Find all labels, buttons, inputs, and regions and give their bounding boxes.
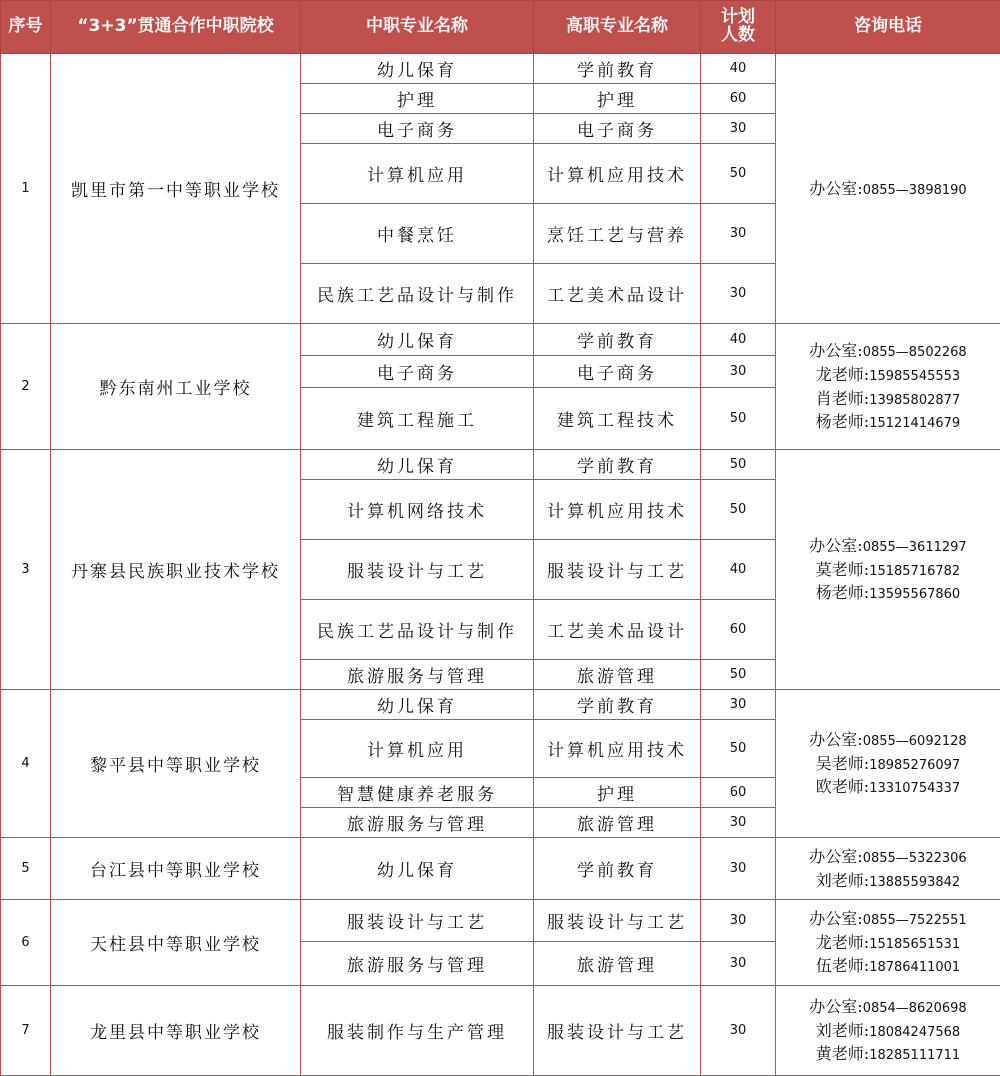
- table-row: [1, 54, 1000, 84]
- contact-phones: [776, 54, 1000, 324]
- plan-count: 30: [701, 264, 776, 324]
- mid-major-name: 服装设计与工艺: [301, 540, 534, 600]
- row-number: 5: [1, 838, 51, 900]
- contact-line: [776, 931, 1000, 955]
- mid-major-name: 民族工艺品设计与制作: [301, 600, 534, 660]
- school-name: 凯里市第一中等职业学校: [51, 54, 301, 324]
- contact-number: 15985545553: [869, 369, 960, 384]
- contact-label: 黄老师:: [816, 1044, 869, 1063]
- school-name: 龙里县中等职业学校: [51, 986, 301, 1076]
- school-name: 台江县中等职业学校: [51, 838, 301, 900]
- high-major-name: 建筑工程技术: [534, 388, 701, 450]
- contact-number: 0854—8620698: [863, 1001, 967, 1016]
- contact-line: [776, 845, 1000, 869]
- high-major-name: 电子商务: [534, 114, 701, 144]
- high-major-name: 计算机应用技术: [534, 480, 701, 540]
- plan-count: 30: [701, 690, 776, 720]
- mid-major-name: 民族工艺品设计与制作: [301, 264, 534, 324]
- mid-major-name: 护理: [301, 84, 534, 114]
- plan-count: 50: [701, 480, 776, 540]
- contact-label: 办公室:: [809, 909, 862, 928]
- contact-line: [776, 752, 1000, 776]
- contact-line: [776, 728, 1000, 752]
- mid-major-name: 服装设计与工艺: [301, 900, 534, 942]
- contact-label: 龙老师:: [816, 933, 869, 952]
- contact-label: 杨老师:: [816, 583, 869, 602]
- header-mid-major: 中职专业名称: [301, 1, 534, 54]
- mid-major-name: 计算机网络技术: [301, 480, 534, 540]
- high-major-name: 旅游管理: [534, 808, 701, 838]
- table-body: [1, 54, 1000, 1076]
- plan-count: 60: [701, 778, 776, 808]
- contact-number: 13885593842: [869, 875, 960, 890]
- plan-count: 50: [701, 144, 776, 204]
- contact-label: 吴老师:: [816, 754, 869, 773]
- mid-major-name: 计算机应用: [301, 720, 534, 778]
- mid-major-name: 幼儿保育: [301, 838, 534, 900]
- header-plan-line1: 计划: [721, 7, 755, 27]
- mid-major-name: 中餐烹饪: [301, 204, 534, 264]
- high-major-name: 服装设计与工艺: [534, 900, 701, 942]
- contact-line: [776, 410, 1000, 434]
- plan-count: 30: [701, 986, 776, 1076]
- table-row: [1, 690, 1000, 720]
- contact-phones: [776, 986, 1000, 1076]
- contact-number: 13595567860: [869, 587, 960, 602]
- row-number: 1: [1, 54, 51, 324]
- contact-phones: [776, 324, 1000, 450]
- high-major-name: 烹饪工艺与营养: [534, 204, 701, 264]
- mid-major-name: 幼儿保育: [301, 324, 534, 356]
- contact-number: 13985802877: [869, 393, 960, 408]
- contact-label: 刘老师:: [816, 1021, 869, 1040]
- mid-major-name: 建筑工程施工: [301, 388, 534, 450]
- contact-line: [776, 775, 1000, 799]
- mid-major-name: 旅游服务与管理: [301, 808, 534, 838]
- high-major-name: 旅游管理: [534, 942, 701, 986]
- contact-phones: [776, 690, 1000, 838]
- high-major-name: 服装设计与工艺: [534, 986, 701, 1076]
- school-name: 丹寨县民族职业技术学校: [51, 450, 301, 690]
- contact-line: [776, 869, 1000, 893]
- plan-count: 50: [701, 388, 776, 450]
- mid-major-name: 幼儿保育: [301, 450, 534, 480]
- contact-number: 15185716782: [869, 564, 960, 579]
- mid-major-name: 服装制作与生产管理: [301, 986, 534, 1076]
- high-major-name: 服装设计与工艺: [534, 540, 701, 600]
- contact-label: 办公室:: [809, 847, 862, 866]
- high-major-name: 护理: [534, 778, 701, 808]
- contact-number: 18084247568: [869, 1025, 960, 1040]
- header-phone: 咨询电话: [776, 1, 1000, 54]
- table-row: [1, 986, 1000, 1076]
- high-major-name: 学前教育: [534, 324, 701, 356]
- contact-label: 杨老师:: [816, 412, 869, 431]
- contact-label: 肖老师:: [816, 389, 869, 408]
- contact-line: [776, 177, 1000, 201]
- contact-line: [776, 581, 1000, 605]
- contact-label: 龙老师:: [816, 365, 869, 384]
- plan-count: 40: [701, 324, 776, 356]
- contact-number: 0855—8502268: [863, 345, 967, 360]
- plan-count: 60: [701, 84, 776, 114]
- high-major-name: 学前教育: [534, 690, 701, 720]
- high-major-name: 学前教育: [534, 838, 701, 900]
- plan-count: 40: [701, 540, 776, 600]
- high-major-name: 学前教育: [534, 54, 701, 84]
- school-name: 黎平县中等职业学校: [51, 690, 301, 838]
- row-number: 2: [1, 324, 51, 450]
- contact-line: [776, 954, 1000, 978]
- high-major-name: 工艺美术品设计: [534, 264, 701, 324]
- header-no: 序号: [1, 1, 51, 54]
- contact-label: 办公室:: [809, 341, 862, 360]
- high-major-name: 旅游管理: [534, 660, 701, 690]
- high-major-name: 学前教育: [534, 450, 701, 480]
- contact-label: 伍老师:: [816, 956, 869, 975]
- school-name: 黔东南州工业学校: [51, 324, 301, 450]
- contact-label: 办公室:: [809, 997, 862, 1016]
- contact-number: 18985276097: [869, 758, 960, 773]
- high-major-name: 护理: [534, 84, 701, 114]
- contact-number: 15121414679: [869, 416, 960, 431]
- mid-major-name: 计算机应用: [301, 144, 534, 204]
- mid-major-name: 电子商务: [301, 114, 534, 144]
- plan-count: 30: [701, 942, 776, 986]
- contact-line: [776, 558, 1000, 582]
- header-plan: [701, 1, 776, 54]
- contact-line: [776, 363, 1000, 387]
- contact-number: 0855—6092128: [863, 734, 967, 749]
- header-high-major: 高职专业名称: [534, 1, 701, 54]
- plan-count: 50: [701, 660, 776, 690]
- plan-count: 30: [701, 204, 776, 264]
- contact-number: 18786411001: [869, 960, 960, 975]
- mid-major-name: 智慧健康养老服务: [301, 778, 534, 808]
- contact-line: [776, 534, 1000, 558]
- mid-major-name: 电子商务: [301, 356, 534, 388]
- table-row: [1, 838, 1000, 900]
- header-row: [1, 1, 1000, 54]
- high-major-name: 计算机应用技术: [534, 720, 701, 778]
- row-number: 7: [1, 986, 51, 1076]
- contact-label: 刘老师:: [816, 871, 869, 890]
- table-row: [1, 324, 1000, 356]
- contact-number: 0855—5322306: [863, 851, 967, 866]
- table-row: [1, 450, 1000, 480]
- plan-count: 30: [701, 900, 776, 942]
- plan-count: 30: [701, 114, 776, 144]
- plan-count: 30: [701, 838, 776, 900]
- contact-label: 办公室:: [809, 730, 862, 749]
- plan-count: 30: [701, 808, 776, 838]
- row-number: 3: [1, 450, 51, 690]
- row-number: 6: [1, 900, 51, 986]
- mid-major-name: 旅游服务与管理: [301, 660, 534, 690]
- plan-count: 50: [701, 450, 776, 480]
- header-plan-line2: 人数: [721, 25, 755, 45]
- contact-number: 0855—3611297: [863, 540, 967, 555]
- mid-major-name: 幼儿保育: [301, 54, 534, 84]
- high-major-name: 电子商务: [534, 356, 701, 388]
- contact-line: [776, 1019, 1000, 1043]
- contact-number: 15185651531: [869, 937, 960, 952]
- contact-label: 办公室:: [809, 179, 862, 198]
- plan-count: 60: [701, 600, 776, 660]
- contact-phones: [776, 838, 1000, 900]
- table-row: [1, 900, 1000, 942]
- high-major-name: 工艺美术品设计: [534, 600, 701, 660]
- contact-number: 18285111711: [869, 1048, 960, 1063]
- plan-count: 30: [701, 356, 776, 388]
- mid-major-name: 幼儿保育: [301, 690, 534, 720]
- contact-line: [776, 995, 1000, 1019]
- school-name: 天柱县中等职业学校: [51, 900, 301, 986]
- contact-phones: [776, 900, 1000, 986]
- contact-number: 0855—7522551: [863, 913, 967, 928]
- high-major-name: 计算机应用技术: [534, 144, 701, 204]
- row-number: 4: [1, 690, 51, 838]
- contact-line: [776, 339, 1000, 363]
- contact-number: 13310754337: [869, 781, 960, 796]
- contact-number: 0855—3898190: [863, 183, 967, 198]
- contact-label: 欧老师:: [816, 777, 869, 796]
- plan-count: 40: [701, 54, 776, 84]
- plan-count: 50: [701, 720, 776, 778]
- contact-label: 莫老师:: [816, 560, 869, 579]
- contact-label: 办公室:: [809, 536, 862, 555]
- contact-line: [776, 907, 1000, 931]
- contact-line: [776, 387, 1000, 411]
- contact-phones: [776, 450, 1000, 690]
- contact-line: [776, 1042, 1000, 1066]
- mid-major-name: 旅游服务与管理: [301, 942, 534, 986]
- header-school: “3+3”贯通合作中职院校: [51, 1, 301, 54]
